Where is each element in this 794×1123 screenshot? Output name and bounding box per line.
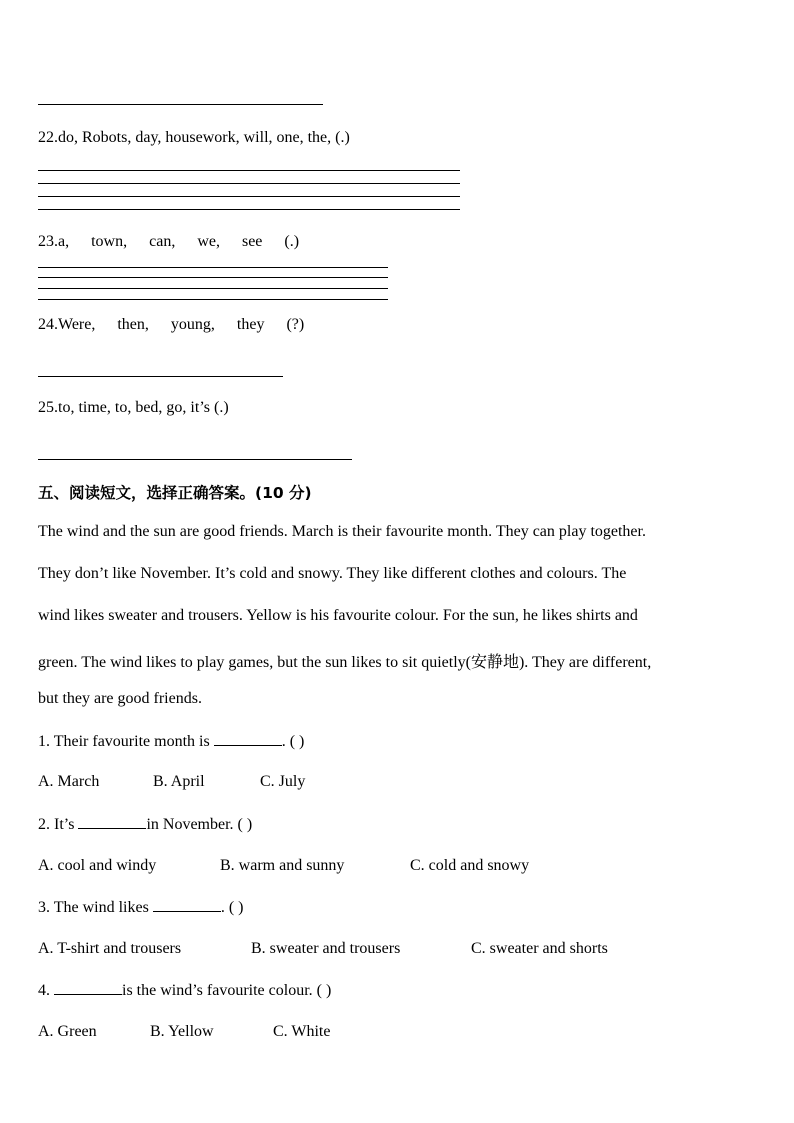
reading-passage: [38, 523, 756, 713]
option-b[interactable]: B. April: [153, 773, 205, 790]
answer-line-22-3[interactable]: [38, 196, 460, 197]
option-c[interactable]: C. cold and snowy: [410, 857, 530, 874]
question-tail: is the wind’s favourite colour. ( ): [122, 982, 332, 999]
option-b[interactable]: B. warm and sunny: [220, 857, 345, 874]
option-c[interactable]: C. White: [273, 1023, 331, 1040]
question-tail: in November. ( ): [146, 816, 253, 833]
options-2: [38, 857, 529, 875]
question-words: do, Robots, day, housework, will, one, the, (.): [58, 129, 350, 146]
question-25: [38, 399, 229, 417]
word: Were,: [58, 316, 96, 333]
option-a[interactable]: A. March: [38, 773, 100, 790]
question-number: 25.: [38, 399, 58, 416]
passage-line: green. The wind likes to play games, but the sun likes to sit quietly(安静地). They are different,: [38, 654, 652, 671]
answer-line-23-2[interactable]: [38, 277, 388, 278]
passage-line: wind likes sweater and trousers. Yellow is his favourite colour. For the sun, he likes shirts and: [38, 607, 638, 624]
answer-blank[interactable]: [54, 981, 122, 995]
option-c[interactable]: C. July: [260, 773, 306, 790]
option-a[interactable]: A. T-shirt and trousers: [38, 940, 182, 957]
question-number: 23.: [38, 233, 58, 250]
answer-line-23-1[interactable]: [38, 267, 388, 268]
option-b[interactable]: B. sweater and trousers: [251, 940, 401, 957]
question-number: 4.: [38, 982, 50, 999]
word: (?): [286, 316, 305, 333]
option-b[interactable]: B. Yellow: [150, 1023, 214, 1040]
options-4: [38, 1023, 330, 1041]
passage-line: The wind and the sun are good friends. March is their favourite month. They can play together.: [38, 523, 646, 540]
comprehension-question-4: [38, 981, 331, 1000]
option-a[interactable]: A. Green: [38, 1023, 97, 1040]
passage-line: They don’t like November. It’s cold and snowy. They like different clothes and colours. The: [38, 565, 627, 582]
word: we,: [197, 233, 220, 250]
word: (.): [284, 233, 300, 250]
question-text: The wind likes: [53, 899, 153, 916]
passage-line: but they are good friends.: [38, 690, 202, 707]
option-c[interactable]: C. sweater and shorts: [471, 940, 608, 957]
answer-line-23-3[interactable]: [38, 288, 388, 289]
options-3: [38, 940, 608, 958]
answer-line-21[interactable]: [38, 104, 323, 105]
word: then,: [117, 316, 149, 333]
question-number: 2.: [38, 816, 50, 833]
answer-line-22-1[interactable]: [38, 170, 460, 171]
word: young,: [170, 316, 215, 333]
answer-line-22-4[interactable]: [38, 209, 460, 210]
word: see: [241, 233, 263, 250]
question-text: Their favourite month is: [53, 733, 210, 750]
comprehension-question-2: [38, 815, 252, 834]
word: they: [236, 316, 265, 333]
section-heading: 五、阅读短文，选择正确答案。(10 分): [38, 484, 312, 502]
answer-blank[interactable]: [78, 815, 146, 829]
question-number: 22.: [38, 129, 58, 146]
answer-line-22-2[interactable]: [38, 183, 460, 184]
options-1: [38, 773, 305, 791]
option-a[interactable]: A. cool and windy: [38, 857, 157, 874]
question-24: [38, 316, 304, 334]
question-words: to, time, to, bed, go, it’s (.): [58, 399, 229, 416]
word: can,: [149, 233, 176, 250]
question-number: 3.: [38, 899, 50, 916]
answer-blank[interactable]: [214, 732, 282, 746]
answer-line-25[interactable]: [38, 459, 352, 460]
question-tail: . ( ): [220, 899, 244, 916]
word: a,: [58, 233, 70, 250]
question-tail: . ( ): [281, 733, 305, 750]
question-22: [38, 129, 350, 147]
question-number: 24.: [38, 316, 58, 333]
comprehension-question-1: [38, 732, 304, 751]
comprehension-question-3: [38, 898, 243, 917]
question-23: [38, 233, 299, 251]
question-text: It’s: [54, 816, 75, 833]
answer-line-24[interactable]: [38, 376, 283, 377]
answer-blank[interactable]: [153, 898, 221, 912]
answer-line-23-4[interactable]: [38, 299, 388, 300]
question-number: 1.: [38, 733, 50, 750]
word: town,: [91, 233, 128, 250]
